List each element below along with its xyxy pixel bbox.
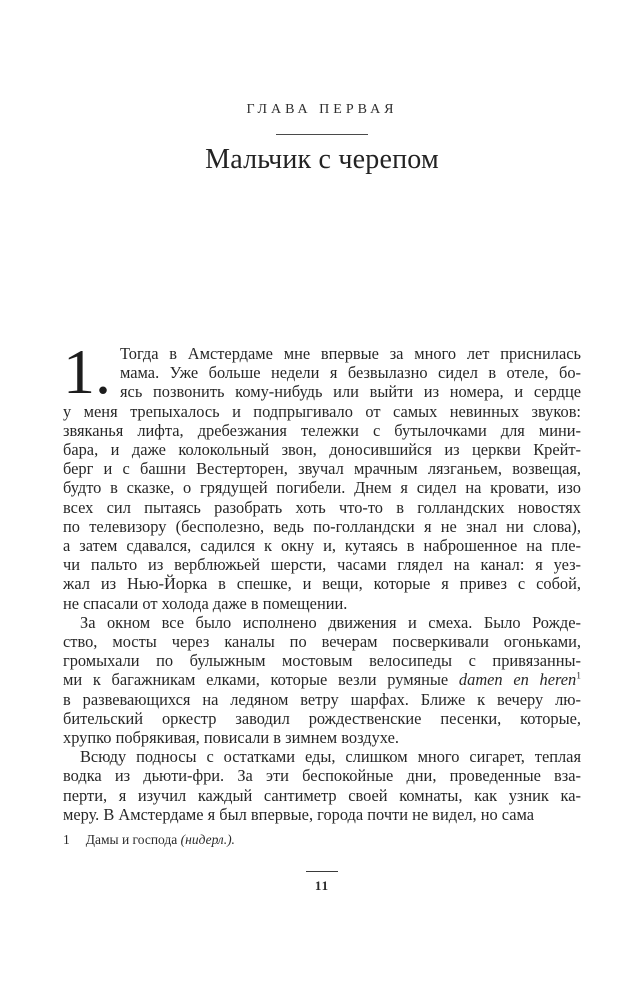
text-segment: в развевающихся на ледяном ветру шарфах. Ближе к вечеру лю-	[63, 689, 581, 709]
text-line	[63, 670, 581, 689]
text-line	[63, 421, 581, 440]
text-line	[63, 402, 581, 421]
text-segment: бительский оркестр заводил рождественские песенки, которые,	[63, 708, 581, 728]
text-line	[63, 478, 581, 497]
text-line	[63, 363, 581, 382]
text-segment: чи пальто из верблюжьей шерсти, часами глядел на канал: я уез-	[63, 555, 581, 575]
text-line	[63, 728, 581, 747]
italic-phrase: (нидерл.).	[180, 832, 235, 847]
paragraph	[63, 747, 581, 824]
text-line	[63, 574, 581, 593]
text-segment: будто в сказке, о грядущей погибели. Днем я сидел на кровати, изо	[63, 478, 581, 498]
text-line	[63, 805, 581, 824]
chapter-title: Мальчик с черепом	[205, 144, 439, 175]
text-line	[63, 709, 581, 728]
chapter-head	[0, 102, 644, 176]
chapter-divider-rule	[276, 134, 368, 135]
text-segment: Дамы и господа	[85, 832, 181, 847]
text-line	[63, 382, 581, 401]
text-segment: мама. Уже больше недели я безвылазно сидел в отеле, бо-	[120, 363, 581, 383]
text-segment: по телевизору (бесполезно, ведь по-голландски я не знал ни слова),	[63, 516, 581, 536]
drop-cap-section-number: 1.	[63, 336, 111, 407]
paragraph	[63, 613, 581, 747]
text-segment: Тогда в Амстердаме мне впервые за много лет приснилась	[120, 344, 581, 363]
text-line	[63, 440, 581, 459]
text-segment: За окном все было исполнено движения и смеха. Было Рожде-	[80, 612, 581, 632]
text-segment: у меня трепыхалось и подпрыгивало от самых невинных звуков:	[63, 401, 581, 421]
text-line	[63, 517, 581, 536]
footnote-reference: 1	[576, 671, 581, 682]
text-line	[63, 344, 581, 363]
footnote-text	[86, 832, 235, 847]
text-line	[63, 536, 581, 555]
text-segment: меру. В Амстердаме я был впервые, города почти не видел, но сама	[63, 804, 535, 824]
text-segment: бара, и даже колокольный звон, доносившийся из церкви Крейт-	[63, 440, 581, 460]
footnote-marker: 1	[63, 832, 70, 847]
text-segment: хрупко побрякивая, повисали в зимнем воздухе.	[63, 728, 399, 748]
text-segment: не спасали от холода даже в помещении.	[63, 593, 348, 613]
text-line	[63, 747, 581, 766]
text-line	[63, 690, 581, 709]
text-line	[63, 651, 581, 670]
chapter-label: ГЛАВА ПЕРВАЯ	[246, 102, 398, 117]
page-number: 11	[314, 878, 330, 893]
text-segment: громыхали по булыжным мостовым велосипеды с привязанны-	[63, 651, 581, 671]
footnote	[63, 831, 581, 848]
text-segment: ясь позвонить кому-нибудь или выйти из номера, и сердце	[120, 382, 581, 402]
italic-phrase: damen en heren	[458, 670, 577, 690]
text-line	[63, 632, 581, 651]
text-segment: всех сил пытаясь разобрать хоть что-то в голландских новостях	[63, 497, 581, 517]
text-line	[63, 498, 581, 517]
text-segment: ство, мосты через каналы по вечерам посверкивали огоньками,	[63, 632, 581, 652]
paragraph	[63, 336, 581, 613]
text-line	[63, 459, 581, 478]
text-line	[63, 786, 581, 805]
text-segment: жал из Нью-Йорка в спешке, и вещи, которые я привез с собой,	[63, 574, 581, 594]
text-line	[63, 555, 581, 574]
text-line	[63, 613, 581, 632]
text-segment: перти, я изучил каждый сантиметр своей комнаты, как узник ка-	[63, 785, 581, 805]
text-segment: а затем сдавался, садился к окну и, кутаясь в наброшенное на пле-	[63, 536, 581, 556]
text-segment: берг и с башни Вестерторен, звучал мрачным лязганьем, возвещая,	[63, 459, 581, 479]
text-segment: звяканья лифта, дребезжания тележки с бутылочками для мини-	[63, 420, 581, 440]
text-line	[63, 594, 581, 613]
text-segment: Всюду подносы с остатками еды, слишком много сигарет, теплая	[80, 747, 581, 767]
footer-divider-rule	[306, 871, 338, 872]
text-line	[63, 766, 581, 785]
text-segment: ми к багажникам елками, которые везли румяные	[63, 670, 459, 690]
body-text	[63, 336, 581, 824]
text-segment: водка из дьюти-фри. За эти беспокойные дни, проведенные вза-	[63, 766, 581, 786]
